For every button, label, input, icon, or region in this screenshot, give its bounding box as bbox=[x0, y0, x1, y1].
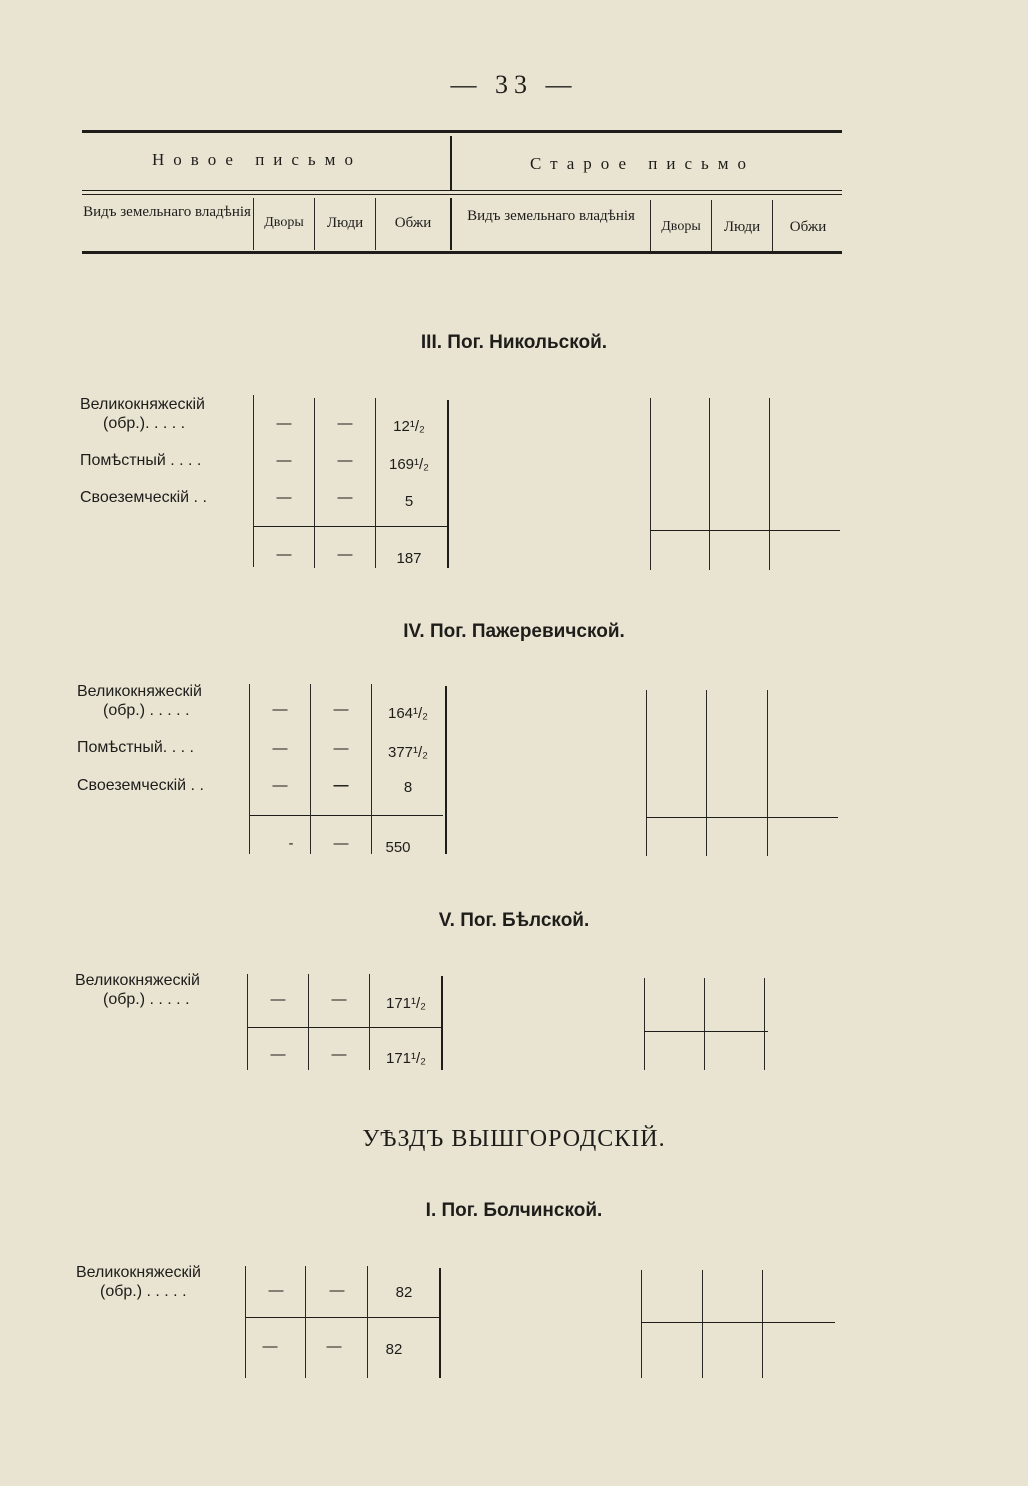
col-divider bbox=[375, 398, 376, 568]
col-divider bbox=[706, 690, 707, 856]
header-lyudi-new: Люди bbox=[326, 215, 364, 231]
section-title: V. Пог. Бѣлской. bbox=[438, 910, 590, 931]
col-divider bbox=[371, 684, 372, 854]
section-title: IV. Пог. Пажеревичской. bbox=[403, 621, 625, 642]
district-title: УѢЗДЪ ВЫШГОРОДСКІЙ. bbox=[362, 1126, 666, 1152]
total-rule bbox=[253, 526, 447, 527]
group-divider bbox=[439, 1268, 441, 1378]
header-col-divider bbox=[375, 198, 376, 250]
row-label: Своеземческій . . bbox=[77, 777, 204, 794]
total-obzhi: 187 bbox=[396, 550, 422, 567]
total-rule bbox=[249, 815, 443, 816]
col-divider bbox=[641, 1270, 642, 1378]
total-lyudi: — bbox=[326, 1338, 342, 1355]
col-divider bbox=[308, 974, 309, 1070]
cell-obzhi: 377¹/₂ bbox=[387, 744, 428, 761]
header-col-divider bbox=[772, 200, 773, 254]
header-dvory-new: Дворы bbox=[264, 215, 304, 230]
cell-lyudi: — bbox=[333, 701, 349, 718]
col-divider bbox=[769, 398, 770, 570]
page-number: — 33 — bbox=[450, 70, 578, 99]
cell-lyudi: — bbox=[337, 452, 353, 469]
cell-lyudi: — bbox=[329, 1282, 345, 1299]
total-obzhi: 171¹/₂ bbox=[385, 1050, 426, 1067]
total-lyudi: — bbox=[333, 835, 349, 852]
cell-dvory: — bbox=[272, 701, 288, 718]
total-rule bbox=[247, 1027, 441, 1028]
col-divider bbox=[305, 1266, 306, 1378]
cell-dvory: — bbox=[276, 489, 292, 506]
col-divider bbox=[764, 978, 765, 1070]
col-divider bbox=[369, 974, 370, 1070]
header-lyudi-old: Люди bbox=[723, 219, 761, 235]
cell-obzhi: 5 bbox=[404, 493, 414, 510]
row-label: Помѣстный . . . . bbox=[80, 452, 202, 469]
row-label: (обр.) . . . . . bbox=[103, 702, 190, 719]
cell-dvory: — bbox=[272, 740, 288, 757]
col-divider bbox=[762, 1270, 763, 1378]
cell-obzhi: 12¹/₂ bbox=[393, 418, 425, 435]
header-land-type-old: Видъ земельнаго владѣнія bbox=[467, 208, 635, 224]
col-divider bbox=[709, 398, 710, 570]
group-divider bbox=[441, 976, 443, 1070]
cell-obzhi: 164¹/₂ bbox=[387, 705, 428, 722]
total-rule bbox=[650, 530, 840, 531]
cell-lyudi: — bbox=[337, 415, 353, 432]
row-label: Великокняжескій bbox=[75, 972, 200, 989]
header-old-letter: Старое письмо bbox=[530, 154, 756, 173]
header-obzhi-new: Обжи bbox=[394, 215, 432, 231]
row-label: (обр.) . . . . . bbox=[103, 991, 190, 1008]
col-divider bbox=[644, 978, 645, 1070]
row-label: Своеземческій . . bbox=[80, 489, 207, 506]
cell-lyudi: — bbox=[333, 777, 349, 794]
cell-dvory: — bbox=[276, 452, 292, 469]
header-group-divider bbox=[450, 198, 452, 250]
row-label: Великокняжескій bbox=[80, 396, 205, 413]
group-divider bbox=[447, 400, 449, 568]
cell-obzhi: 8 bbox=[403, 779, 413, 796]
header-mid-rule-2 bbox=[82, 194, 842, 195]
header-bottom-rule bbox=[82, 251, 842, 254]
header-dvory-old: Дворы bbox=[661, 219, 701, 234]
total-lyudi: — bbox=[337, 546, 353, 563]
col-divider bbox=[650, 398, 651, 570]
total-rule bbox=[641, 1322, 835, 1323]
cell-obzhi: 171¹/₂ bbox=[385, 995, 426, 1012]
total-obzhi: 82 bbox=[385, 1341, 403, 1358]
total-dvory: — bbox=[262, 1338, 278, 1355]
header-col-divider bbox=[314, 198, 315, 250]
col-divider bbox=[314, 398, 315, 568]
cell-lyudi: — bbox=[333, 740, 349, 757]
col-divider bbox=[245, 1266, 246, 1378]
total-rule bbox=[644, 1031, 768, 1032]
section-title: III. Пог. Никольской. bbox=[420, 332, 608, 353]
col-divider bbox=[253, 395, 254, 567]
cell-lyudi: — bbox=[331, 991, 347, 1008]
cell-dvory: — bbox=[272, 777, 288, 794]
col-divider bbox=[702, 1270, 703, 1378]
cell-obzhi: 169¹/₂ bbox=[388, 456, 429, 473]
section-title: I. Пог. Болчинской. bbox=[425, 1200, 603, 1221]
header-mid-rule bbox=[82, 190, 842, 191]
col-divider bbox=[367, 1266, 368, 1378]
row-label: Помѣстный. . . . bbox=[77, 739, 194, 756]
cell-dvory: — bbox=[268, 1282, 284, 1299]
header-group-divider bbox=[450, 136, 452, 190]
total-dvory: — bbox=[270, 1046, 286, 1063]
cell-dvory: — bbox=[276, 415, 292, 432]
header-col-divider bbox=[253, 198, 254, 250]
col-divider bbox=[767, 690, 768, 856]
total-rule bbox=[245, 1317, 439, 1318]
total-obzhi: 550 bbox=[385, 839, 411, 856]
row-label: (обр.). . . . . bbox=[103, 415, 186, 432]
cell-obzhi: 82 bbox=[395, 1284, 413, 1301]
cell-lyudi: — bbox=[337, 489, 353, 506]
col-divider bbox=[646, 690, 647, 856]
header-top-rule bbox=[82, 130, 842, 133]
header-new-letter: Новое письмо bbox=[152, 150, 362, 169]
header-col-divider bbox=[711, 200, 712, 254]
total-dvory: — bbox=[276, 546, 292, 563]
row-label: (обр.) . . . . . bbox=[100, 1283, 187, 1300]
header-land-type-new: Видъ земельнаго владѣнія bbox=[83, 204, 251, 220]
col-divider bbox=[310, 684, 311, 854]
col-divider bbox=[247, 974, 248, 1070]
total-lyudi: — bbox=[331, 1046, 347, 1063]
header-obzhi-old: Обжи bbox=[789, 219, 827, 235]
total-dvory: - bbox=[288, 835, 294, 852]
header-col-divider bbox=[650, 200, 651, 254]
total-rule bbox=[646, 817, 838, 818]
cell-dvory: — bbox=[270, 991, 286, 1008]
row-label: Великокняжескій bbox=[76, 1264, 201, 1281]
row-label: Великокняжескій bbox=[77, 683, 202, 700]
col-divider bbox=[704, 978, 705, 1070]
group-divider bbox=[445, 686, 447, 854]
col-divider bbox=[249, 684, 250, 854]
